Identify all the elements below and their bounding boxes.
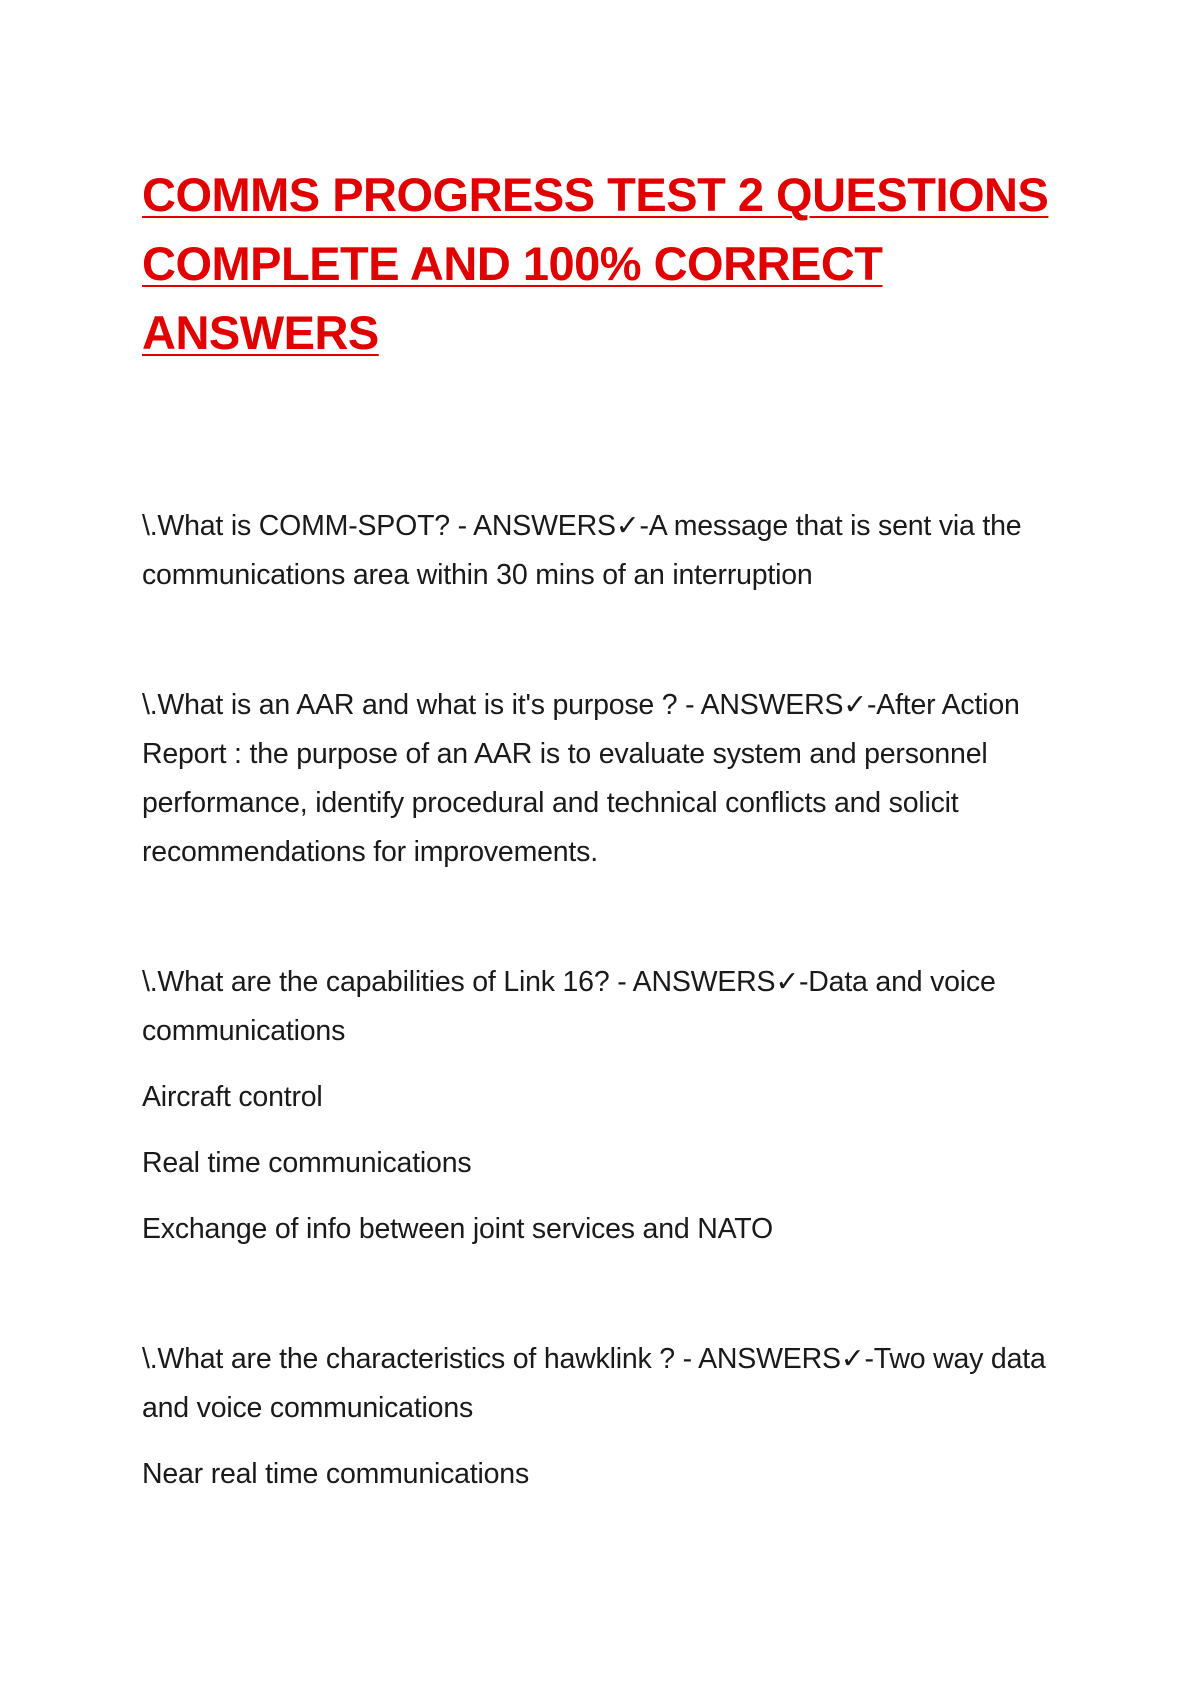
- document-title: [142, 160, 1072, 367]
- qa-question-answer: \.What are the capabilities of Link 16? - ANSWERS✓-Data and voice communications: [142, 966, 996, 1047]
- qa-item: [142, 681, 1072, 877]
- document-content: [142, 160, 1072, 1580]
- qa-question-answer: \.What is an AAR and what is it's purpose ? - ANSWERS✓-After Action Report : the purpose of an AAR is to evaluate system and personnel performance, identify procedural and technical conflicts and solicit recommendations for improvements.: [142, 689, 1020, 868]
- qa-list: [142, 502, 1072, 1499]
- qa-answer-line: Aircraft control: [142, 1081, 323, 1113]
- qa-answer-line: Near real time communications: [142, 1458, 530, 1490]
- qa-item: [142, 502, 1072, 600]
- qa-item: [142, 958, 1072, 1254]
- qa-question-answer: \.What is COMM-SPOT? - ANSWERS✓-A message that is sent via the communications area within 30 mins of an interruption: [142, 510, 1022, 591]
- qa-answer-line: Real time communications: [142, 1147, 472, 1179]
- qa-item: [142, 1335, 1072, 1499]
- document-title-text: COMMS PROGRESS TEST 2 QUESTIONS COMPLETE AND 100% CORRECT ANSWERS: [142, 168, 1049, 359]
- qa-question-answer: \.What are the characteristics of hawklink ? - ANSWERS✓-Two way data and voice communications: [142, 1343, 1046, 1424]
- qa-answer-line: Exchange of info between joint services and NATO: [142, 1213, 773, 1245]
